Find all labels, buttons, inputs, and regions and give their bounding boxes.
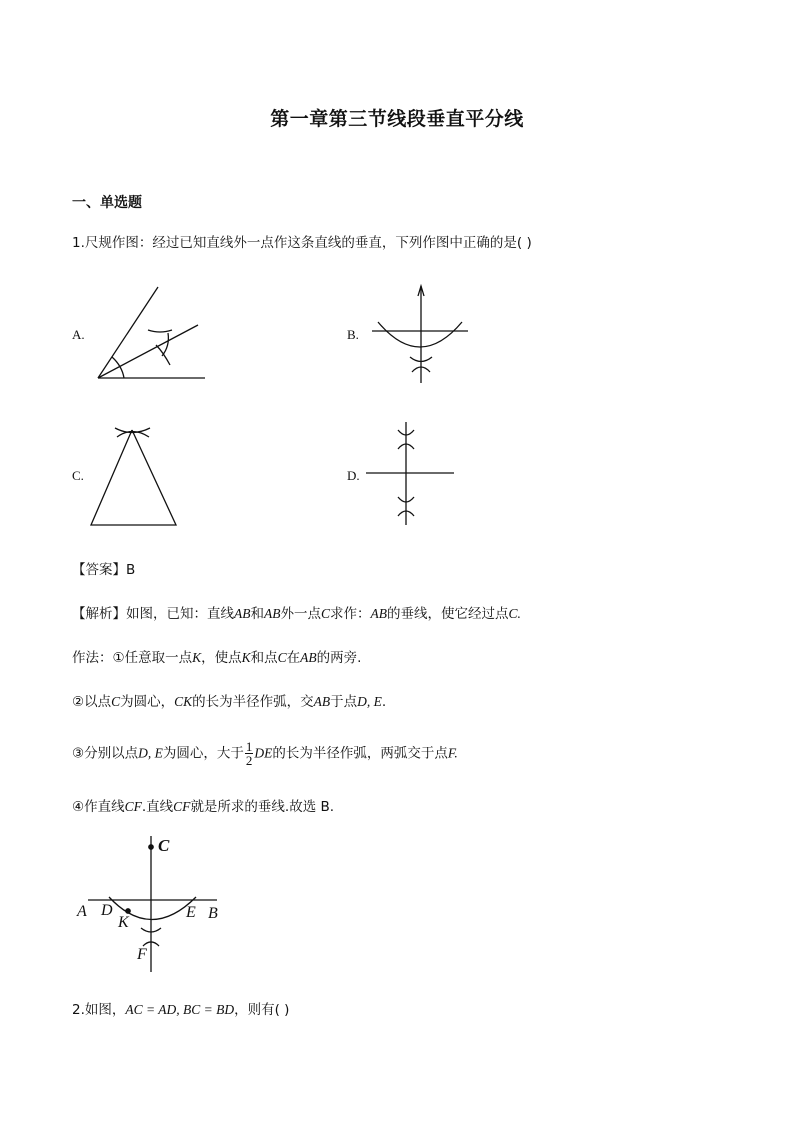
fraction-one-half: $\frac{1}{2}$ xyxy=(245,739,253,768)
analysis-paragraph-5: ④作直线CF.直线CF就是所求的垂线.故选 B. xyxy=(72,799,335,815)
figure-label-b: B xyxy=(208,905,218,922)
figure-label-k: K xyxy=(118,914,129,931)
question-1-stem: 1.尺规作图：经过已知直线外一点作这条直线的垂直，下列作图中正确的是( ) xyxy=(72,235,532,251)
answer-line xyxy=(72,560,135,580)
figure-label-c: C xyxy=(158,836,170,855)
option-a-label: A. xyxy=(72,327,85,342)
figure-label-e: E xyxy=(186,904,196,921)
analysis-paragraph-4: ③分别以点D, E为圆心，大于 $\frac{1}{2}$ DE的长为半径作弧，两弧交于点F. xyxy=(72,739,458,768)
figure-label-f: F xyxy=(137,946,147,963)
section-heading: 一、单选题 xyxy=(72,195,142,211)
answer-value: B xyxy=(126,562,136,578)
page-title: 第一章第三节线段垂直平分线 xyxy=(270,108,524,130)
answer-label: 【答案】 xyxy=(72,562,126,578)
figure-label-a: A xyxy=(77,903,87,920)
analysis-paragraph-3: ②以点C为圆心，CK的长为半径作弧，交AB于点D, E. xyxy=(72,694,387,710)
figure-label-d: D xyxy=(101,902,113,919)
analysis-paragraph-1: 【解析】如图，已知：直线AB和AB外一点C求作：AB的垂线，使它经过点C. xyxy=(72,606,521,622)
question-2-condition: AC = AD, BC = BD xyxy=(125,1002,235,1017)
option-c-label: C. xyxy=(72,468,84,483)
analysis-label: 【解析】 xyxy=(72,606,126,622)
question-2-stem: 2.如图，AC = AD, BC = BD，则有( ) xyxy=(72,1002,290,1018)
analysis-paragraph-2: 作法：①任意取一点K，使点K和点C在AB的两旁. xyxy=(72,650,362,666)
option-d-label: D. xyxy=(347,468,360,483)
option-b-label: B. xyxy=(347,327,359,342)
